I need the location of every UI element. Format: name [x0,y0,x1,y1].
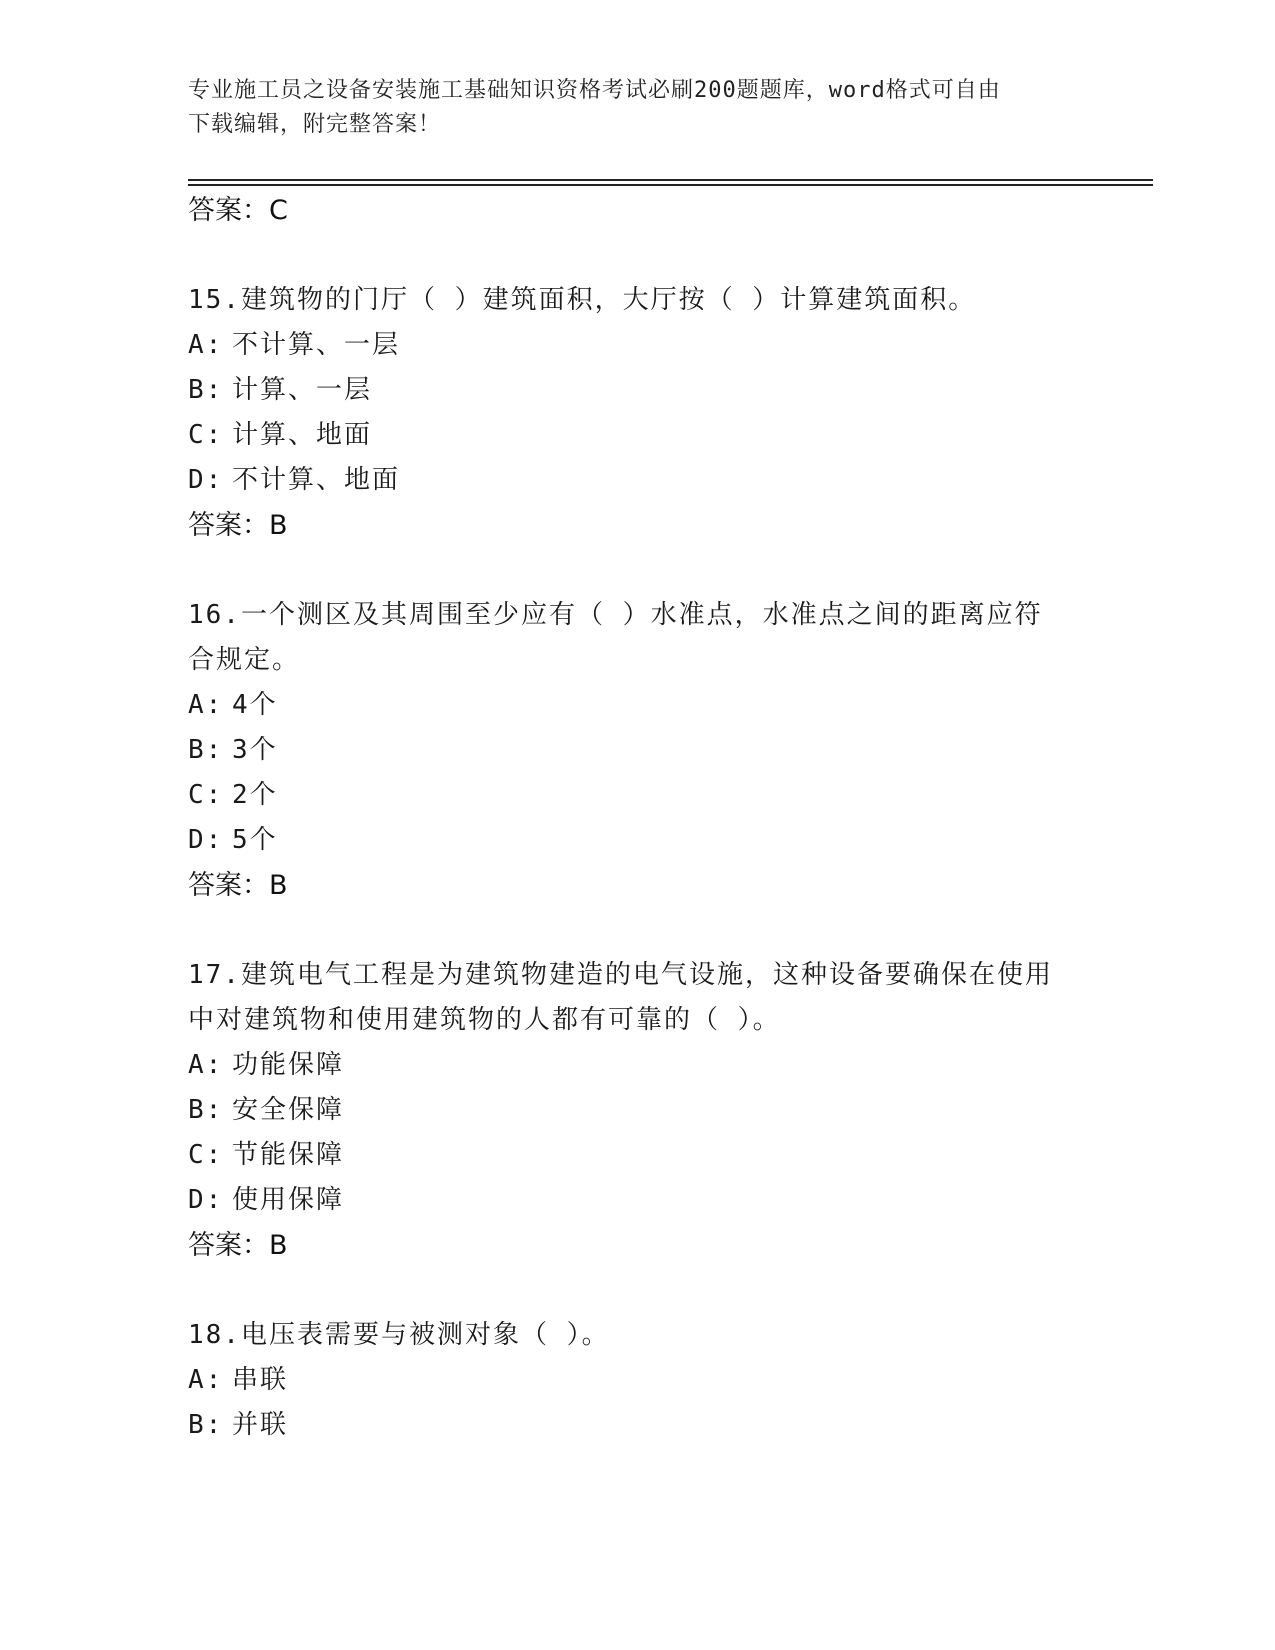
page-header [188,74,1068,142]
question-text-line-1: 16.一个测区及其周围至少应有（ ）水准点，水准点之间的距离应符 [188,600,1043,630]
option-c [188,1133,1088,1178]
question-15 [188,278,1088,548]
option-a [188,683,1088,728]
question-18 [188,1313,1088,1448]
answer: 答案：B [188,510,288,541]
question-17 [188,953,1088,1268]
question-text-line-2: 中对建筑物和使用建筑物的人都有可靠的（ ）。 [188,1005,781,1035]
option-text: 功能保障 [232,1050,345,1080]
option-letter: A: [188,1050,224,1080]
spacer [188,1268,1088,1313]
question-text-line-2: 合规定。 [188,645,301,675]
option-a [188,323,1088,368]
option-text: 计算、一层 [232,375,373,405]
option-text: 节能保障 [232,1140,345,1170]
option-letter: A: [188,330,224,360]
option-text: 2个 [232,780,278,810]
option-c [188,773,1088,818]
option-a [188,1043,1088,1088]
option-a [188,1358,1088,1403]
option-letter: A: [188,690,224,720]
question-content [188,188,1088,1448]
spacer [188,908,1088,953]
option-letter: C: [188,780,224,810]
option-letter: A: [188,1365,224,1395]
option-d [188,1178,1088,1223]
option-b [188,1403,1088,1448]
option-d [188,458,1088,503]
option-c [188,413,1088,458]
question-16 [188,593,1088,908]
option-text: 3个 [232,735,278,765]
spacer [188,233,1088,278]
option-text: 不计算、地面 [232,465,401,495]
option-letter: D: [188,825,224,855]
option-letter: C: [188,420,224,450]
option-letter: B: [188,1095,224,1125]
option-text: 不计算、一层 [232,330,401,360]
option-text: 并联 [232,1410,289,1440]
option-letter: B: [188,375,224,405]
option-text: 4个 [232,690,278,720]
option-text: 串联 [232,1365,289,1395]
option-text: 使用保障 [232,1185,345,1215]
option-b [188,368,1088,413]
question-text-line-1: 17.建筑电气工程是为建筑物建造的电气设施，这种设备要确保在使用 [188,960,1053,990]
option-letter: B: [188,1410,224,1440]
header-divider-top [188,179,1153,181]
option-letter: B: [188,735,224,765]
question-text: 15.建筑物的门厅（ ）建筑面积，大厅按（ ）计算建筑面积。 [188,285,977,315]
header-line-2: 下载编辑，附完整答案！ [188,112,442,137]
header-line-1: 专业施工员之设备安装施工基础知识资格考试必刷200题题库，word格式可自由 [188,78,1001,103]
option-b [188,728,1088,773]
answer: 答案：B [188,1230,288,1261]
answer: 答案：B [188,870,288,901]
previous-answer: 答案：C [188,195,288,226]
header-divider-bottom [188,184,1153,186]
option-letter: C: [188,1140,224,1170]
option-letter: D: [188,1185,224,1215]
option-text: 计算、地面 [232,420,373,450]
option-text: 安全保障 [232,1095,345,1125]
option-d [188,818,1088,863]
question-text: 18.电压表需要与被测对象（ ）。 [188,1320,610,1350]
spacer [188,548,1088,593]
option-text: 5个 [232,825,278,855]
option-letter: D: [188,465,224,495]
option-b [188,1088,1088,1133]
